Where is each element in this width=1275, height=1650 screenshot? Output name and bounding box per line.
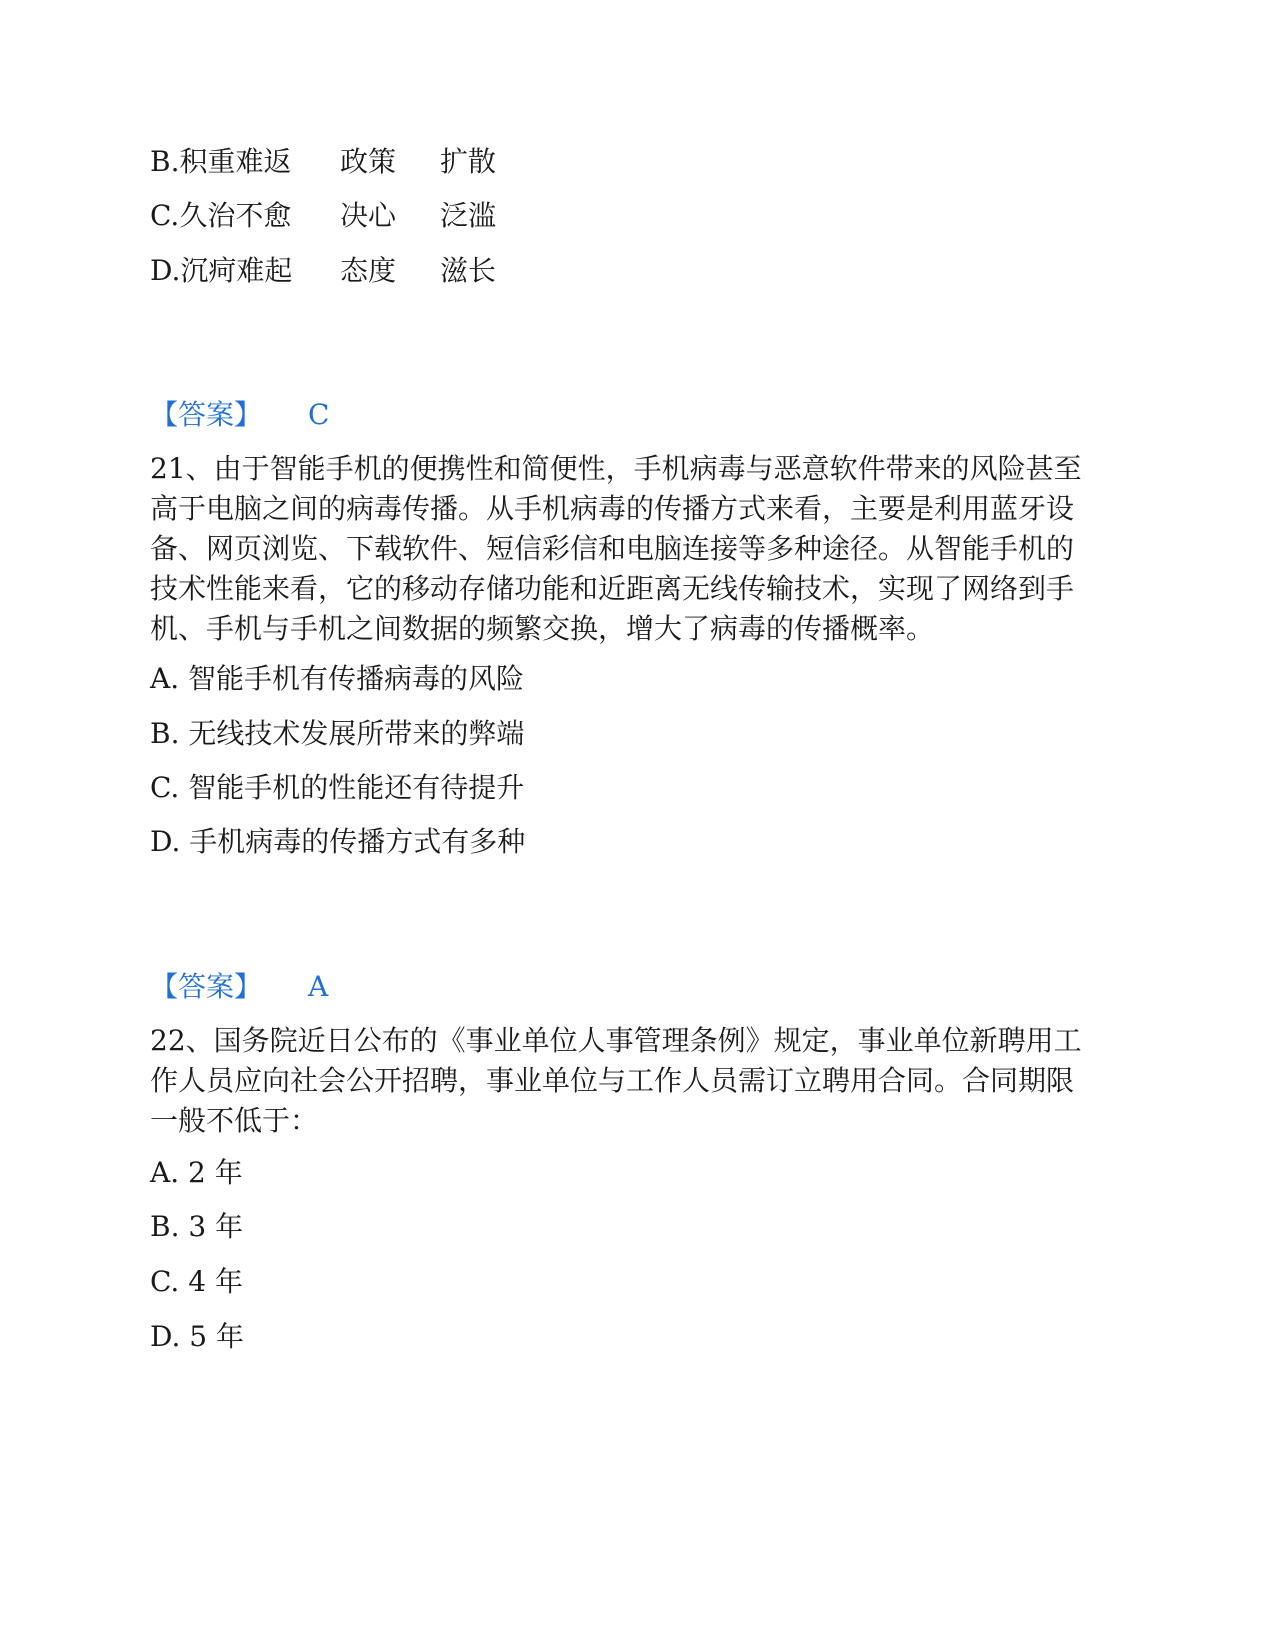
prev-option-c: C.久治不愈 决心 泛滥 xyxy=(150,199,497,232)
question-22-stem: 22、国务院近日公布的《事业单位人事管理条例》规定，事业单位新聘用工 作人员应向社会公开招聘，事业单位与工作人员需订立聘用合同。合同期限 一般不低于： xyxy=(150,1024,1082,1137)
q22-option-a: A. 2 年 xyxy=(150,1156,243,1189)
q21-option-b: B. 无线技术发展所带来的弊端 xyxy=(150,717,525,750)
q22-option-d: D. 5 年 xyxy=(150,1320,244,1353)
answer-prev xyxy=(150,395,330,435)
q22-option-b: B. 3 年 xyxy=(150,1210,244,1243)
answer-value: A xyxy=(308,970,329,1003)
answer-21 xyxy=(150,967,329,1007)
answer-label: 【答案】 xyxy=(150,970,263,1003)
q21-option-c: C. 智能手机的性能还有待提升 xyxy=(150,771,525,804)
question-21-stem: 21、由于智能手机的便携性和简便性，手机病毒与恶意软件带来的风险甚至 高于电脑之间的病毒传播。从手机病毒的传播方式来看，主要是利用蓝牙设 备、网页浏览、下载软件、短信彩信和电脑连接等多种途径。从智能手机的 技术性能来看，它的移动存储功能和近距离无线传输技术，实现了网络到手 机、手机与手机之间数据的频繁交换，增大了病毒的传播概率。 xyxy=(150,452,1082,645)
answer-label: 【答案】 xyxy=(150,398,263,431)
prev-option-d: D.沉疴难起 态度 滋长 xyxy=(150,254,497,287)
q21-option-d: D. 手机病毒的传播方式有多种 xyxy=(150,825,526,858)
q21-option-a: A. 智能手机有传播病毒的风险 xyxy=(150,662,525,695)
prev-option-b: B.积重难返 政策 扩散 xyxy=(150,145,497,178)
answer-value: C xyxy=(308,398,330,431)
q22-option-c: C. 4 年 xyxy=(150,1265,243,1298)
